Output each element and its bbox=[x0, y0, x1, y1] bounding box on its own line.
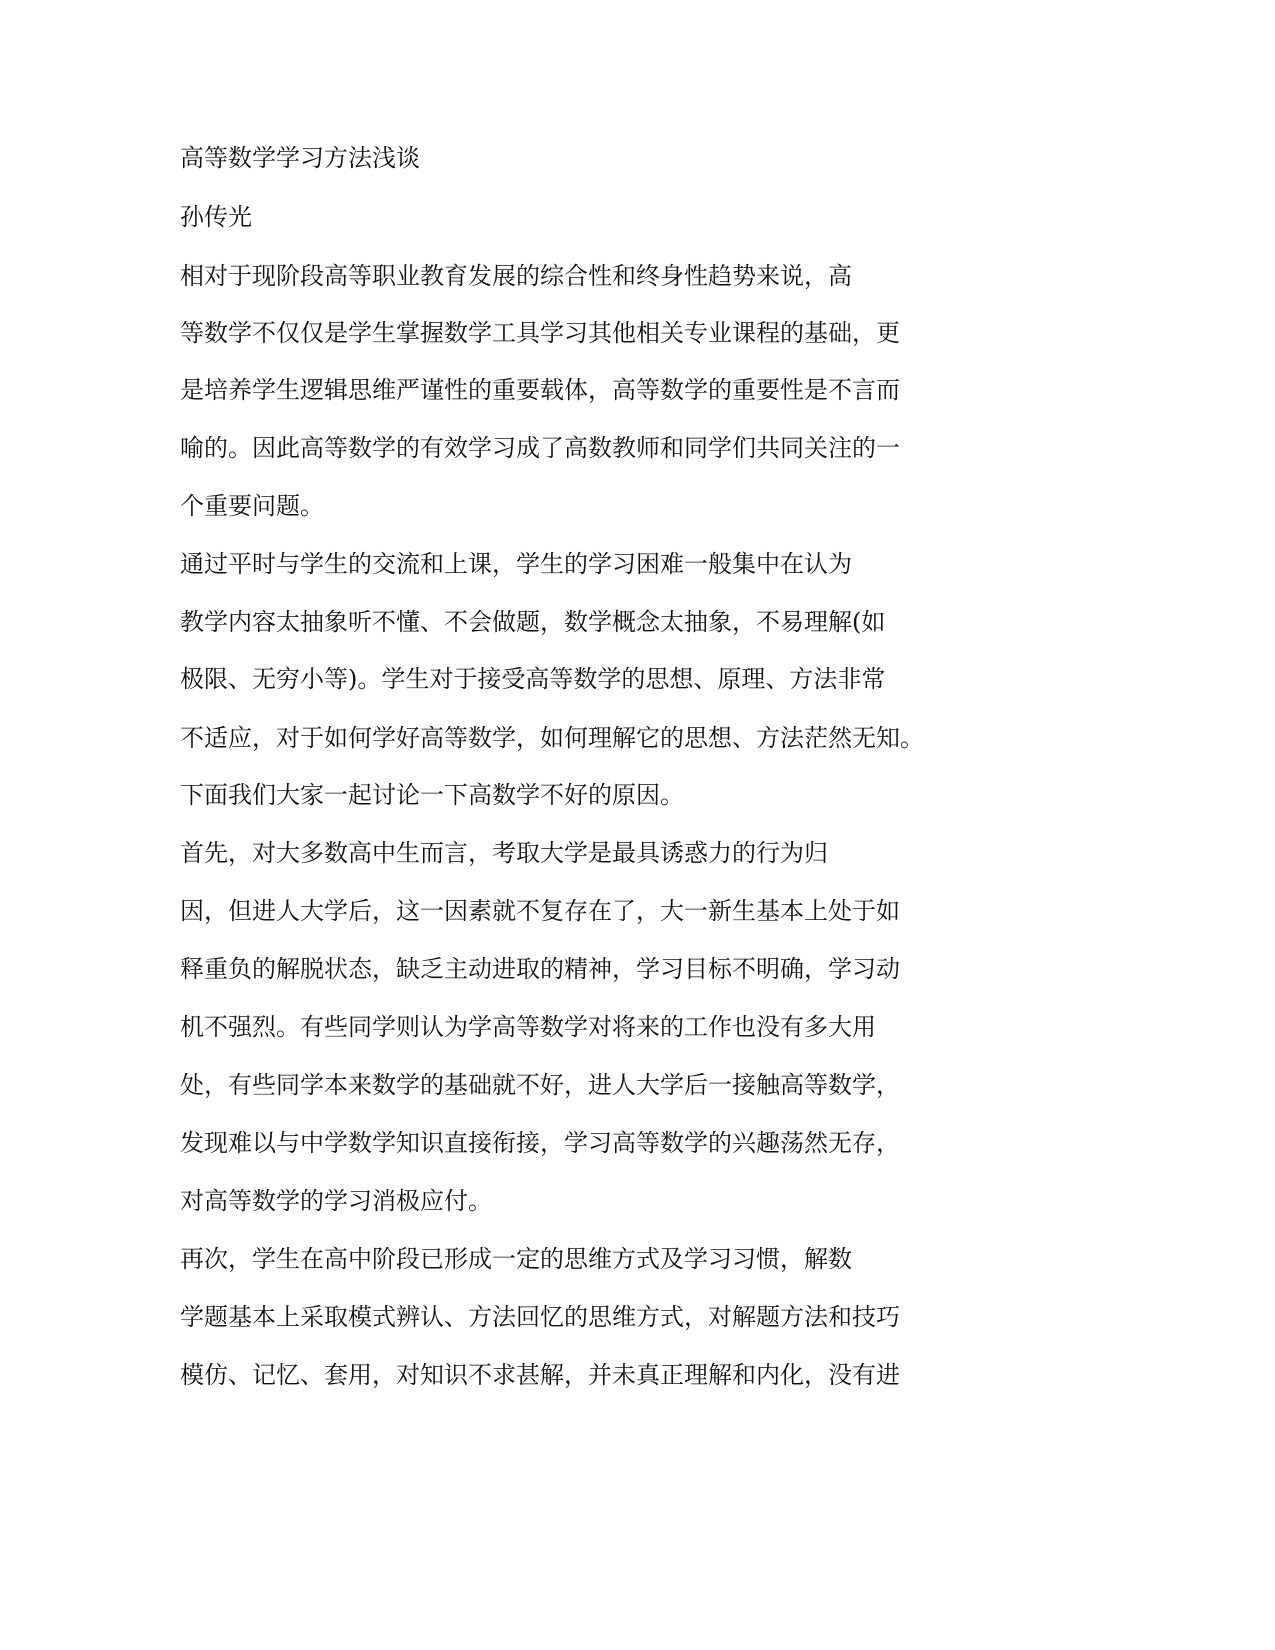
body-line: 再次，学生在高中阶段已形成一定的思维方式及学习习惯，解数 bbox=[180, 1245, 852, 1273]
body-line: 极限、无穷小等)。学生对于接受高等数学的思想、原理、方法非常 bbox=[180, 665, 886, 693]
body-line: 相对于现阶段高等职业教育发展的综合性和终身性趋势来说，高 bbox=[180, 262, 852, 290]
body-line: 等数学不仅仅是学生掌握数学工具学习其他相关专业课程的基础，更 bbox=[180, 319, 900, 347]
body-line: 是培养学生逻辑思维严谨性的重要载体，高等数学的重要性是不言而 bbox=[180, 376, 900, 404]
body-line: 下面我们大家一起讨论一下高数学不好的原因。 bbox=[180, 781, 684, 809]
body-line: 模仿、记忆、套用，对知识不求甚解，并未真正理解和内化，没有进 bbox=[180, 1361, 900, 1389]
body-line: 首先，对大多数高中生而言，考取大学是最具诱惑力的行为归 bbox=[180, 839, 828, 867]
document-author: 孙传光 bbox=[180, 203, 252, 231]
body-line: 对高等数学的学习消极应付。 bbox=[180, 1187, 492, 1215]
body-line: 通过平时与学生的交流和上课，学生的学习困难一般集中在认为 bbox=[180, 550, 852, 578]
body-line: 学题基本上采取模式辨认、方法回忆的思维方式，对解题方法和技巧 bbox=[180, 1303, 900, 1331]
body-line: 机不强烈。有些同学则认为学高等数学对将来的工作也没有多大用 bbox=[180, 1013, 876, 1041]
body-line: 个重要问题。 bbox=[180, 492, 324, 520]
body-line: 发现难以与中学数学知识直接衔接，学习高等数学的兴趣荡然无存， bbox=[180, 1129, 900, 1157]
body-line: 不适应，对于如何学好高等数学，如何理解它的思想、方法茫然无知。 bbox=[180, 724, 924, 752]
body-line: 教学内容太抽象听不懂、不会做题，数学概念太抽象，不易理解(如 bbox=[180, 608, 886, 636]
document-title: 高等数学学习方法浅谈 bbox=[180, 144, 420, 172]
body-line: 喻的。因此高等数学的有效学习成了高数教师和同学们共同关注的一 bbox=[180, 434, 900, 462]
body-line: 因，但进人大学后，这一因素就不复存在了，大一新生基本上处于如 bbox=[180, 897, 900, 925]
body-line: 释重负的解脱状态，缺乏主动进取的精神，学习目标不明确，学习动 bbox=[180, 955, 900, 983]
body-line: 处，有些同学本来数学的基础就不好，进人大学后一接触高等数学， bbox=[180, 1071, 900, 1099]
